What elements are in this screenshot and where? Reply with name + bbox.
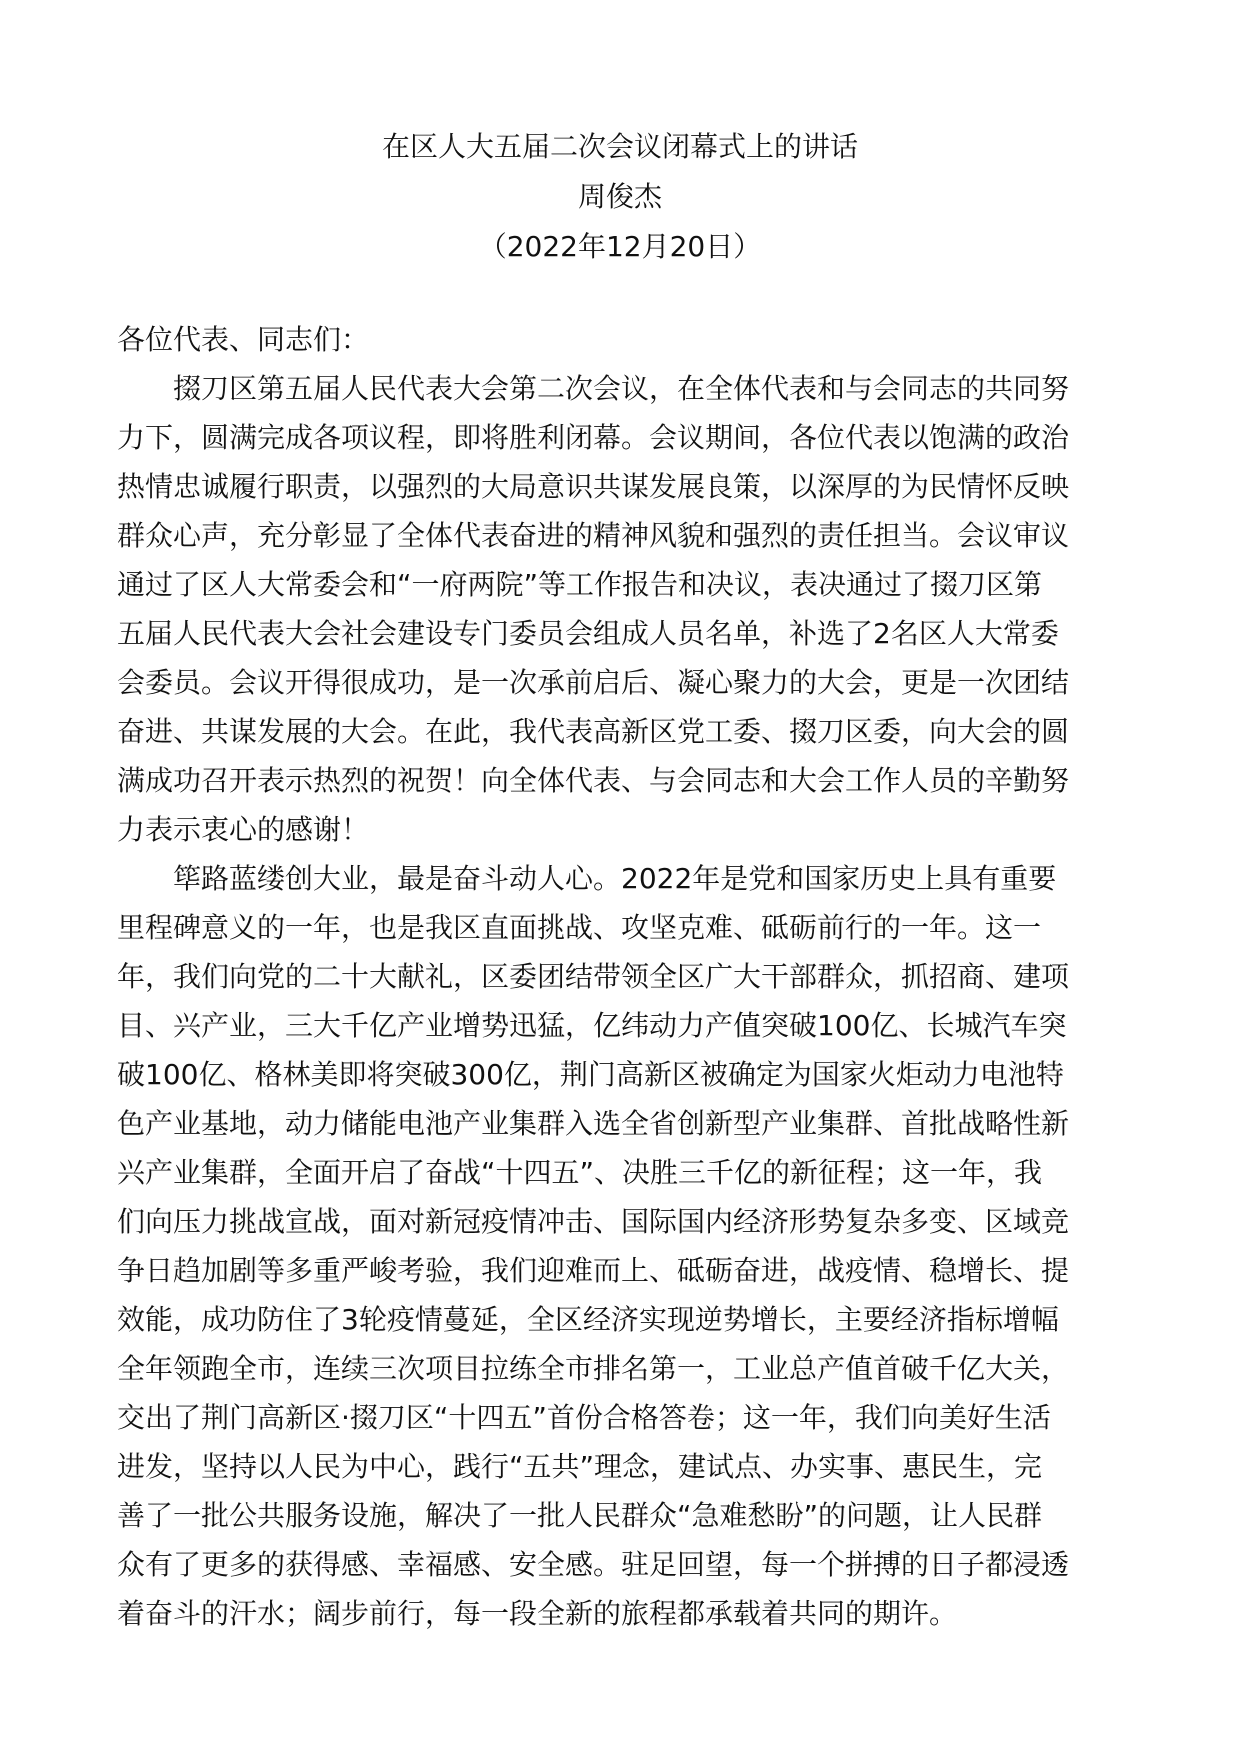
paragraph-line: 热情忠诚履行职责，以强烈的大局意识共谋发展良策，以深厚的为民情怀反映 — [117, 470, 1070, 503]
paragraph-line: 群众心声，充分彰显了全体代表奋进的精神风貌和强烈的责任担当。会议审议 — [117, 519, 1070, 552]
paragraph-line: 进发，坚持以人民为中心，践行“五共”理念，建试点、办实事、惠民生，完 — [117, 1450, 1043, 1483]
salutation: 各位代表、同志们： — [117, 323, 370, 356]
document-title: 在区人大五届二次会议闭幕式上的讲话 — [381, 130, 858, 163]
paragraph-line: 筚路蓝缕创大业，最是奋斗动人心。2022年是党和国家历史上具有重要 — [173, 862, 1057, 895]
paragraph-line: 破100亿、格林美即将突破300亿，荆门高新区被确定为国家火炬动力电池特 — [117, 1058, 1064, 1091]
speech-date: （2022年12月20日） — [478, 230, 762, 263]
paragraph-line: 着奋斗的汗水；阔步前行，每一段全新的旅程都承载着共同的期许。 — [117, 1597, 958, 1630]
paragraph-line: 善了一批公共服务设施，解决了一批人民群众“急难愁盼”的问题，让人民群 — [117, 1499, 1043, 1532]
paragraph-2 — [117, 854, 1129, 1638]
paragraph-line: 色产业基地，动力储能电池产业集群入选全省创新型产业集群、首批战略性新 — [117, 1107, 1070, 1140]
paragraph-line: 掇刀区第五届人民代表大会第二次会议，在全体代表和与会同志的共同努 — [173, 372, 1070, 405]
paragraph-line: 全年领跑全市，连续三次项目拉练全市排名第一，工业总产值首破千亿大关， — [117, 1352, 1070, 1385]
paragraph-line: 年，我们向党的二十大献礼，区委团结带领全区广大干部群众，抓招商、建项 — [117, 960, 1070, 993]
paragraph-line: 奋进、共谋发展的大会。在此，我代表高新区党工委、掇刀区委，向大会的圆 — [117, 715, 1070, 748]
document-header — [0, 122, 1240, 272]
paragraph-line: 力表示衷心的感谢！ — [117, 813, 370, 846]
speech-body — [117, 315, 1129, 1638]
paragraph-line: 效能，成功防住了3轮疫情蔓延，全区经济实现逆势增长，主要经济指标增幅 — [117, 1303, 1059, 1336]
paragraph-line: 众有了更多的获得感、幸福感、安全感。驻足回望，每一个拼搏的日子都浸透 — [117, 1548, 1070, 1581]
paragraph-line: 五届人民代表大会社会建设专门委员会组成人员名单，补选了2名区人大常委 — [117, 617, 1059, 650]
paragraph-line: 会委员。会议开得很成功，是一次承前启后、凝心聚力的大会，更是一次团结 — [117, 666, 1070, 699]
paragraph-line: 力下，圆满完成各项议程，即将胜利闭幕。会议期间，各位代表以饱满的政治 — [117, 421, 1070, 454]
paragraph-line: 们向压力挑战宣战，面对新冠疫情冲击、国际国内经济形势复杂多变、区域竞 — [117, 1205, 1070, 1238]
speaker-name: 周俊杰 — [577, 180, 662, 213]
paragraph-1 — [117, 364, 1129, 854]
paragraph-line: 争日趋加剧等多重严峻考验，我们迎难而上、砥砺奋进，战疫情、稳增长、提 — [117, 1254, 1070, 1287]
paragraph-line: 目、兴产业，三大千亿产业增势迅猛，亿纬动力产值突破100亿、长城汽车突 — [117, 1009, 1067, 1042]
paragraph-line: 通过了区人大常委会和“一府两院”等工作报告和决议，表决通过了掇刀区第 — [117, 568, 1043, 601]
paragraph-line: 兴产业集群，全面开启了奋战“十四五”、决胜三千亿的新征程；这一年，我 — [117, 1156, 1043, 1189]
paragraph-line: 里程碑意义的一年，也是我区直面挑战、攻坚克难、砥砺前行的一年。这一 — [117, 911, 1042, 944]
paragraph-line: 满成功召开表示热烈的祝贺！向全体代表、与会同志和大会工作人员的辛勤努 — [117, 764, 1070, 797]
paragraph-line: 交出了荆门高新区·掇刀区“十四五”首份合格答卷；这一年，我们向美好生活 — [117, 1401, 1051, 1434]
